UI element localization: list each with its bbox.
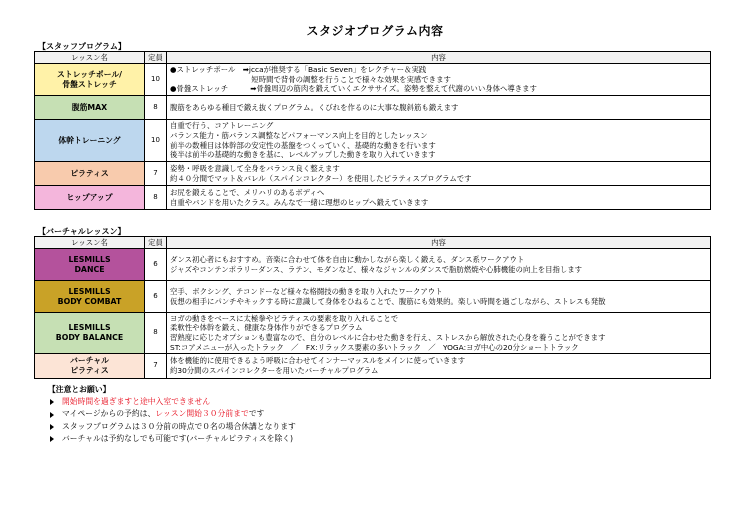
lesson-name-cell xyxy=(35,313,145,354)
description-line: 短時間で背骨の調整を行うことで様々な効果を実感できます xyxy=(170,74,451,84)
description-line: 仮想の相手にパンチやキックする時に意識して身体をひねることで、腹筋にも効果的。楽しい時間を過ごしながら、ストレスも発散 xyxy=(170,296,606,306)
lesson-description-cell xyxy=(167,120,711,162)
lesson-name-line: LESMILLS xyxy=(68,323,111,332)
lesson-name-line: ヒップアップ xyxy=(66,192,113,202)
description-line: 前半の数種目は体幹部の安定性の基盤をつくっていく、基礎的な動きを行います xyxy=(170,140,436,150)
bullet-arrow-icon xyxy=(50,412,54,418)
capacity-cell: 7 xyxy=(145,162,167,186)
description-line: ●骨盤ストレッチ ➡骨盤周辺の筋肉を鍛えていくエクササイズ。姿勢を整えて代謝のいい身体へ導きます xyxy=(170,84,537,94)
description-line: 約４０分間でマット＆バレル（スパインコレクター）を使用したピラティスプログラムです xyxy=(170,173,472,183)
lesson-description-cell xyxy=(167,186,711,210)
description-line: 腹筋をあらゆる種目で鍛え抜くプログラム。くびれを作るのに大事な腹斜筋も鍛えます xyxy=(170,102,459,112)
capacity-cell: 8 xyxy=(145,96,167,120)
table-row xyxy=(35,64,711,96)
lesson-name-line: バーチャル xyxy=(70,356,109,365)
table-row xyxy=(35,249,711,281)
notes-heading: 【注意とお願い】 xyxy=(48,385,111,394)
description-line: 約30分間のスパインコレクターを用いたバーチャルプログラム xyxy=(170,366,379,375)
description-line: 自重やバンドを用いたクラス。みんなで一緒に理想のヒップへ鍛えていきます xyxy=(170,197,429,207)
note-text: スタッフプログラムは３０分前の時点で０名の場合休講となります xyxy=(62,421,296,431)
capacity-cell: 8 xyxy=(145,186,167,210)
description-line: お尻を鍛えることで、メリハリのあるボディへ xyxy=(170,187,325,197)
table-row xyxy=(35,186,711,210)
virtual-lesson-table xyxy=(34,236,711,379)
note-item xyxy=(48,421,296,433)
lesson-description-cell xyxy=(167,249,711,281)
lesson-name-line: ピラティス xyxy=(70,366,109,375)
lesson-name-line: ストレッチポール/ xyxy=(57,69,122,79)
description-line: ダンス初心者にもおすすめ。音楽に合わせて体を自由に動かしながら楽しく鍛える、ダンス系ワークアウト xyxy=(170,254,525,264)
column-header-content: 内容 xyxy=(167,237,711,249)
description-line: ST:コアメニューが入ったトラック ／ FX:リラックス要素の多いトラック ／ YOGA:ヨガ中心の20分ショートトラック xyxy=(170,342,579,352)
table-row xyxy=(35,162,711,186)
capacity-cell: 6 xyxy=(145,281,167,313)
lesson-name-line: BODY BALANCE xyxy=(55,333,124,342)
description-line: 柔軟性や体幹を鍛え、健康な身体作りができるプログラム xyxy=(170,323,363,333)
lesson-description-cell xyxy=(167,313,711,354)
staff-program-table xyxy=(34,51,711,210)
notes-block xyxy=(48,384,296,445)
lesson-name-cell xyxy=(35,354,145,379)
lesson-name-line: BODY COMBAT xyxy=(57,296,122,306)
virtual-section-label: 【バーチャルレッスン】 xyxy=(38,227,126,236)
note-item xyxy=(48,433,296,445)
description-line: ジャズやコンテンポラリーダンス、ラテン、モダンなど、様々なジャンルのダンスで脂肪燃焼や心肺機能の向上を目指します xyxy=(170,264,583,274)
lesson-name-cell xyxy=(35,186,145,210)
lesson-name-cell xyxy=(35,249,145,281)
note-text-segment: マイページからの予約は、 xyxy=(62,409,156,419)
note-text-segment: です xyxy=(248,409,265,419)
lesson-name-cell xyxy=(35,281,145,313)
table-row xyxy=(35,120,711,162)
lesson-description-cell xyxy=(167,162,711,186)
column-header-capacity: 定員 xyxy=(145,52,167,64)
lesson-name-cell xyxy=(35,64,145,96)
note-text-segment: レッスン開始３０分前まで xyxy=(155,409,249,419)
description-line: 体を機能的に使用できるよう呼吸に合わせてインナーマッスルをメインに使っていきます xyxy=(170,356,466,366)
description-line: ●ストレッチポール ➡jccaが推奨する「Basic Seven」をレクチャー＆実践 xyxy=(170,65,427,75)
description-line: 姿勢・呼吸を意識して全身をバランス良く整えます xyxy=(170,163,340,173)
capacity-cell: 7 xyxy=(145,354,167,379)
staff-section-label: 【スタッフプログラム】 xyxy=(38,42,126,51)
page-title: スタジオプログラム内容 xyxy=(306,24,444,38)
lesson-description-cell xyxy=(167,96,711,120)
capacity-cell: 10 xyxy=(145,120,167,162)
column-header-capacity: 定員 xyxy=(145,237,167,249)
bullet-arrow-icon xyxy=(50,424,54,430)
table-row xyxy=(35,96,711,120)
table-row xyxy=(35,313,711,354)
capacity-cell: 10 xyxy=(145,64,167,96)
capacity-cell: 6 xyxy=(145,249,167,281)
lesson-name-line: 体幹トレーニング xyxy=(58,135,121,145)
note-text: バーチャルは予約なしでも可能です(バーチャルピラティスを除く) xyxy=(62,433,294,443)
notes-list xyxy=(48,396,296,445)
description-line: ヨガの動きをベースに太極拳やピラティスの要素を取り入れることで xyxy=(170,313,399,323)
lesson-description-cell xyxy=(167,281,711,313)
column-header-content: 内容 xyxy=(167,52,711,64)
lesson-description-cell xyxy=(167,64,711,96)
lesson-name-line: LESMILLS xyxy=(68,254,111,264)
lesson-description-cell xyxy=(167,354,711,379)
column-header-lesson-name: レッスン名 xyxy=(35,52,145,64)
lesson-name-line: 腹筋MAX xyxy=(71,102,108,112)
note-item xyxy=(48,396,296,408)
note-item xyxy=(48,408,296,420)
column-header-lesson-name: レッスン名 xyxy=(35,237,145,249)
capacity-cell: 8 xyxy=(145,313,167,354)
description-line: 習熟度に応じたオプションも豊富なので、自分のレベルに合わせた動きを行え、ストレスから解放された心身を養うことができます xyxy=(170,333,606,342)
note-text: 開始時間を過ぎますと途中入室できません xyxy=(62,397,211,407)
description-line: 自重で行う、コアトレーニング xyxy=(170,121,274,131)
bullet-arrow-icon xyxy=(50,436,54,442)
description-line: 空手、ボクシング、テコンドーなど様々な格闘技の動きを取り入れたワークアウト xyxy=(170,286,443,296)
lesson-name-cell xyxy=(35,96,145,120)
lesson-name-cell xyxy=(35,162,145,186)
table-row xyxy=(35,281,711,313)
bullet-arrow-icon xyxy=(50,399,54,405)
table-row xyxy=(35,354,711,379)
description-line: 後半は前半の基礎的な動きを基に、レベルアップした動きを取り入れていきます xyxy=(170,150,436,160)
lesson-name-line: 骨盤ストレッチ xyxy=(62,79,117,89)
lesson-name-line: ピラティス xyxy=(70,168,109,178)
lesson-name-line: LESMILLS xyxy=(68,286,111,296)
lesson-name-line: DANCE xyxy=(74,264,105,274)
description-line: バランス能力・筋バランス調整などパフォーマンス向上を目的としたレッスン xyxy=(170,130,428,140)
lesson-name-cell xyxy=(35,120,145,162)
